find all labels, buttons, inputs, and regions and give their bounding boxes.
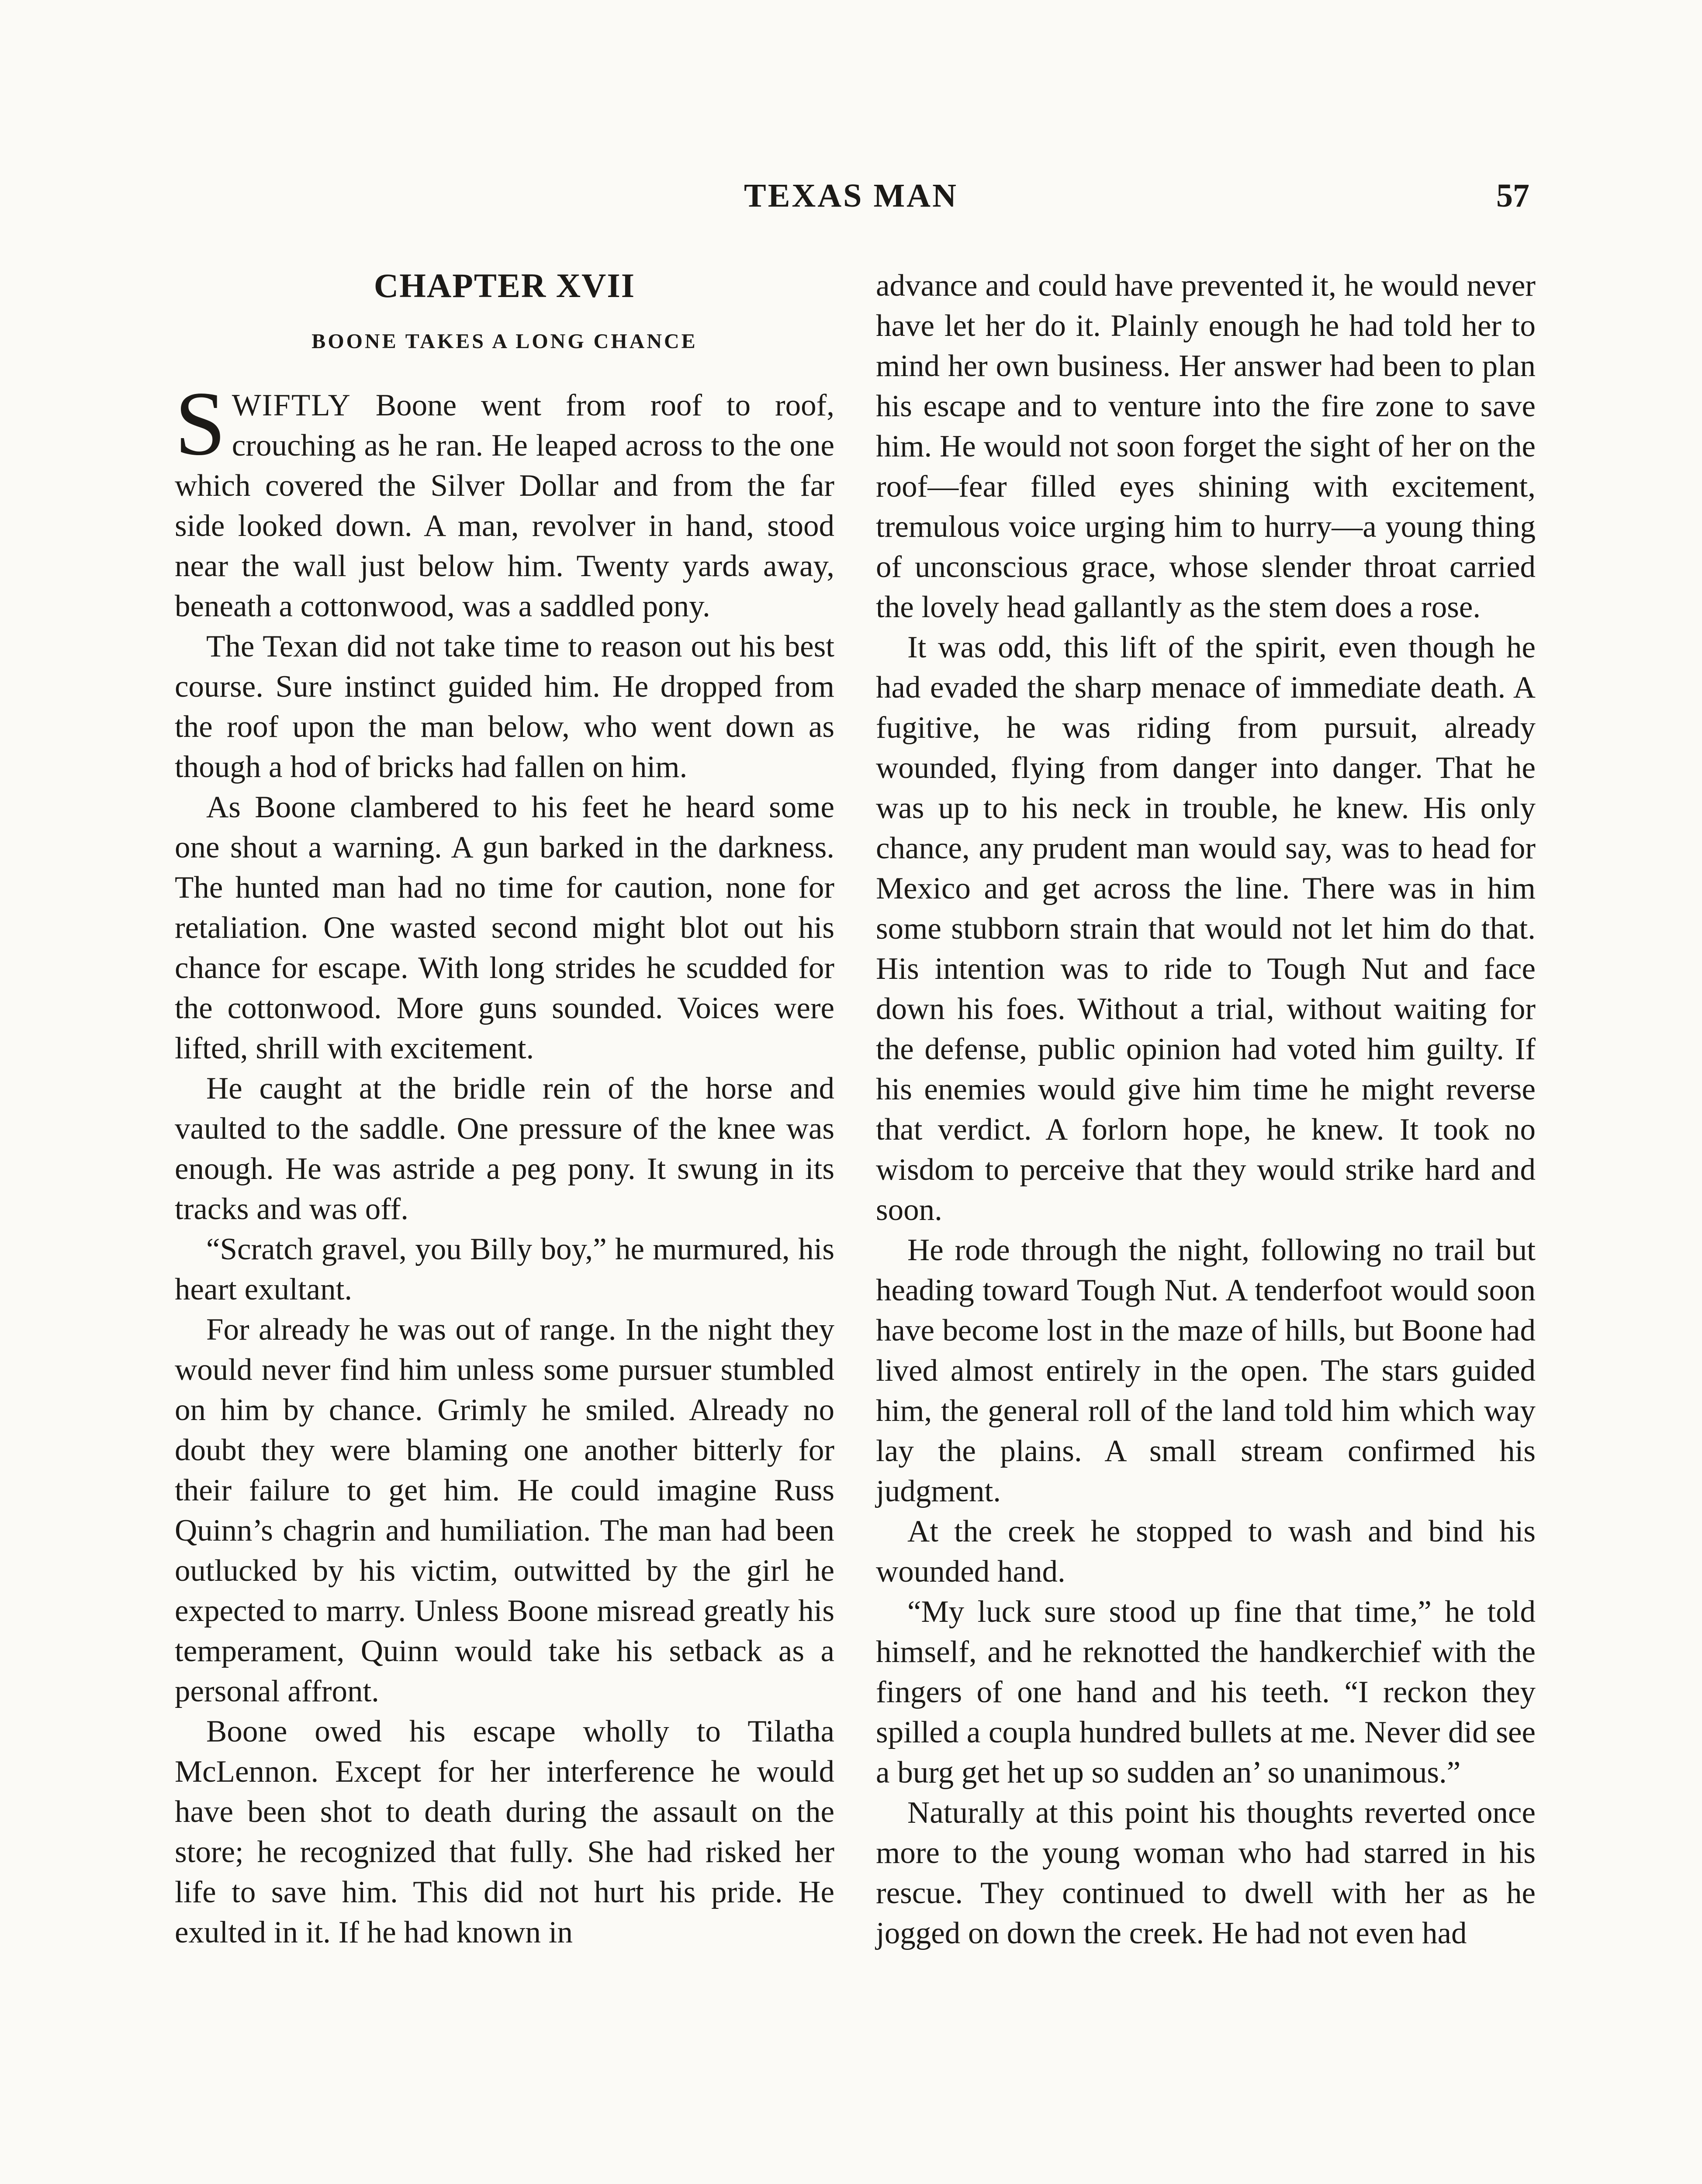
paragraph: Naturally at this point his thoughts reverted once more to the young woman who had starred in his rescue. They continued to dwell with her as he jogged on down the creek. He had not even had	[876, 1796, 1536, 1950]
paragraph: At the creek he stopped to wash and bind his wounded hand.	[876, 1514, 1536, 1589]
paragraph: As Boone clambered to his feet he heard some one shout a warning. A gun barked in the darkness. The hunted man had no time for caution, none for retaliation. One wasted second might blot out his chance for escape. With long strides he scudded for the cottonwood. More guns sounded. Voices were lifted, shrill with excitement.	[175, 790, 834, 1065]
opening-word: WIFTLY	[232, 388, 351, 422]
continued-paragraph: advance and could have prevented it, he would never have let her do it. Plainly enough he had told her to mind her own business. Her answer had been to plan his escape and to venture into the fire zone to save him. He would not soon forget the sight of her on the roof—fear filled eyes shining with excitement, tremulous voice urging him to hurry—a young thing of unconscious grace, whose slender throat carried the lovely head gallantly as the stem does a rose.	[876, 269, 1536, 624]
paragraph: “Scratch gravel, you Billy boy,” he murmured, his heart exultant.	[175, 1232, 834, 1306]
paragraph: He rode through the night, following no trail but heading toward Tough Nut. A tenderfoot would soon have become lost in the maze of hills, but Boone had lived almost entirely in the open. The stars guided him, the general roll of the land told him which way lay the plains. A small stream confirmed his judgment.	[876, 1233, 1536, 1508]
paragraph: It was odd, this lift of the spirit, even though he had evaded the sharp menace of immediate death. A fugitive, he was riding from pursuit, already wounded, flying from danger into danger. That he was up to his neck in trouble, he knew. His only chance, any prudent man would say, was to head for Mexico and get across the line. There was in him some stubborn strain that would not let him do that. His intention was to ride to Tough Nut and face down his foes. Without a trial, without waiting for the defense, public opinion had voted him guilty. If his enemies would give him time he might reverse that verdict. A forlorn hope, he knew. It took no wisdom to perceive that they would strike hard and soon.	[876, 630, 1536, 1227]
paragraph: He caught at the bridle rein of the horse and vaulted to the saddle. One pressure of the knee was enough. He was astride a peg pony. It swung in its tracks and was off.	[175, 1071, 834, 1226]
left-column	[175, 258, 834, 1952]
page-header	[0, 177, 1702, 225]
chapter-title: CHAPTER XVII	[374, 266, 636, 304]
paragraph: “My luck sure stood up fine that time,” he told himself, and he reknotted the handkerchief with the fingers of one hand and his teeth. “I reckon they spilled a coupla hundred bullets at me. Never did see a burg get het up so sudden an’ so unanimous.”	[876, 1595, 1536, 1790]
opening-paragraph	[175, 373, 834, 626]
running-title: TEXAS MAN	[744, 177, 958, 214]
drop-cap: S	[175, 373, 226, 474]
paragraph-text: Boone went from roof to roof, crouching as he ran. He leaped across to the one which covered the Silver Dollar and from the far side looked down. A man, revolver in hand, stood near the wall just below him. Twenty yards away, beneath a cottonwood, was a saddled pony.	[175, 388, 834, 623]
paragraph: The Texan did not take time to reason out his best course. Sure instinct guided him. He dropped from the roof upon the man below, who went down as though a hod of bricks had fallen on him.	[175, 629, 834, 784]
paragraph: For already he was out of range. In the night they would never find him unless some pursuer stumbled on him by chance. Grimly he smiled. Already no doubt they were blaming one another bitterly for their failure to get him. He could imagine Russ Quinn’s chagrin and humiliation. The man had been outlucked by his victim, outwitted by the girl he expected to marry. Unless Boone misread greatly his temperament, Quinn would take his setback as a personal affront.	[175, 1313, 834, 1708]
page-number: 57	[1496, 177, 1529, 214]
paragraph: Boone owed his escape wholly to Tilatha McLennon. Except for her interference he would have been shot to death during the assault on the store; he recognized that fully. She had risked her life to save him. This did not hurt his pride. He exulted in it. If he had known in	[175, 1714, 834, 1949]
chapter-subtitle: BOONE TAKES A LONG CHANCE	[311, 330, 698, 353]
right-column	[876, 266, 1536, 1953]
